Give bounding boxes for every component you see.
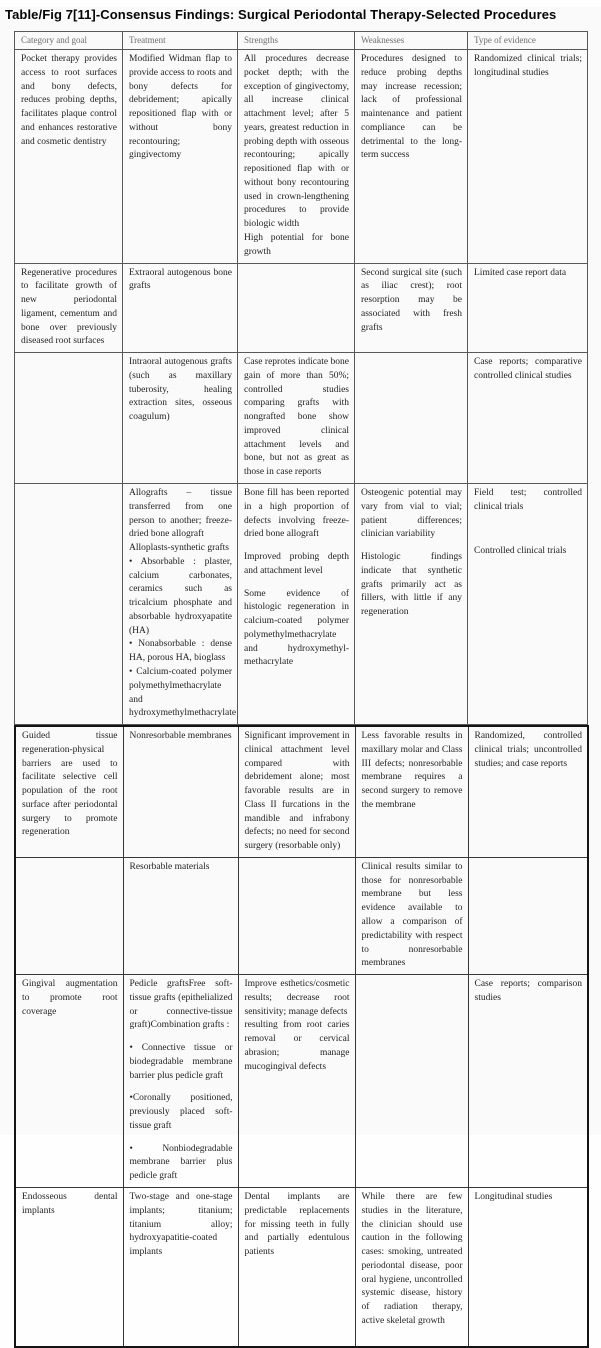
cell-paragraph: • Nonabsorbable : dense HA, porous HA, bioglass (129, 639, 232, 664)
cell-evidence (468, 50, 588, 263)
cell-category (15, 50, 123, 263)
cell-category (15, 726, 123, 857)
cell-evidence (468, 1188, 588, 1348)
cell-paragraph: Limited case report data (474, 267, 567, 278)
cell-paragraph: Modified Widman flap to provide access to roots and bony defects for debridement; apically repositioned flap with or without bony recontouring; gingivectomy (129, 54, 232, 161)
cell-evidence (468, 726, 588, 857)
table-row (15, 857, 588, 974)
cell-paragraph: Some evidence of histologic regeneration in calcium-coated polymer polymethylmethacrylate and hydroxymethyl-methacrylate (244, 588, 349, 668)
cell-paragraph: Allografts – tissue transferred from one person to another; freeze-dried bone allograft (129, 488, 232, 540)
table-row (15, 50, 588, 263)
cell-paragraph: Longitudinal studies (474, 1192, 553, 1202)
cell-treatment (123, 353, 238, 484)
cell-category (15, 857, 123, 974)
cell-category (15, 353, 123, 484)
cell-paragraph: • Connective tissue or biodegradable membrane barrier plus pedicle graft (129, 1043, 233, 1081)
cell-treatment (123, 50, 238, 263)
cell-category (15, 484, 123, 725)
cell-strengths (238, 353, 355, 484)
cell-weaknesses (355, 975, 468, 1188)
cell-paragraph: Case reprotes indicate bone gain of more than 50%; controlled studies comparing grafts with nongrafted bone show improved clinical attachment levels and bone, but not as great as those in case reports (244, 357, 349, 478)
header-cell-weaknesses: Weaknesses (355, 32, 468, 50)
cell-paragraph: High potential for bone growth (244, 233, 349, 257)
cell-treatment (123, 263, 238, 353)
cell-evidence (468, 857, 588, 974)
cell-paragraph: Endosseous dental implants (22, 1192, 118, 1216)
cell-paragraph: Resorbable materials (129, 861, 210, 872)
cell-weaknesses (355, 50, 468, 263)
table-row (15, 1188, 588, 1348)
cell-weaknesses (355, 353, 468, 484)
document-page (0, 7, 601, 1326)
cell-paragraph: Less favorable results in maxillary molar and Class III defects; nonresorbable membrane requires a second surgery to remove the membrane (361, 731, 463, 810)
table-row (15, 975, 588, 1188)
cell-strengths (238, 263, 355, 353)
cell-treatment (123, 1188, 238, 1348)
cell-strengths (238, 726, 355, 857)
header-cell-category: Category and goal (15, 32, 123, 50)
findings-table-lower (14, 725, 589, 1348)
cell-strengths (238, 50, 355, 263)
cell-evidence (468, 975, 588, 1188)
header-cell-treatment: Treatment (123, 32, 238, 50)
cell-paragraph: Intraoral autogenous grafts (such as maxillary tuberosity, healing extraction sites, osseous coagulum) (129, 357, 232, 423)
cell-paragraph: Second surgical site (such as iliac crest); root resorption may be associated with fresh grafts (361, 267, 462, 333)
cell-paragraph: Clinical results similar to those for nonresorbable membrane but less evidence available to allow a comparison of predictability with respect to nonresorbable membranes (361, 861, 463, 969)
cell-strengths (238, 975, 355, 1188)
cell-strengths (238, 484, 355, 725)
cell-paragraph: Dental implants are predictable replacements for missing teeth in fully and partially edentulous patients (244, 1192, 350, 1258)
cell-paragraph: resulting from root caries removal or cervical abrasion; manage mucogingival defects (244, 1020, 350, 1072)
cell-paragraph: Case reports; comparison studies (474, 979, 582, 1003)
cell-paragraph: •Coronally positioned, previously placed soft-tissue graft (129, 1093, 233, 1131)
cell-paragraph: Field test; controlled clinical trials (474, 488, 582, 512)
cell-evidence (468, 263, 588, 353)
header-cell-evidence: Type of evidence (468, 32, 588, 50)
cell-weaknesses (355, 1188, 468, 1348)
cell-paragraph: Bone fill has been reported in a high proportion of defects involving freeze-dried bone allograft (244, 488, 349, 540)
cell-weaknesses (355, 857, 468, 974)
table-row (15, 353, 588, 484)
cell-evidence (468, 484, 588, 725)
cell-paragraph: Randomized clinical trials; longitudinal studies (474, 54, 582, 78)
header-cell-strengths: Strengths (238, 32, 355, 50)
cell-paragraph: Controlled clinical trials (474, 545, 567, 556)
cell-weaknesses (355, 726, 468, 857)
cell-paragraph: Gingival augmentation to promote root coverage (22, 979, 118, 1017)
cell-paragraph: Pocket therapy provides access to root surfaces and bony defects, reduces probing depths, facilitates plaque control and enhances restorative and cosmetic dentistry (21, 54, 117, 147)
table-row (15, 263, 588, 353)
cell-strengths (238, 1188, 355, 1348)
cell-paragraph: Randomized, controlled clinical trials; uncontrolled studies; and case reports (474, 731, 582, 769)
cell-weaknesses (355, 263, 468, 353)
cell-paragraph: Improved probing depth and attachment level (244, 552, 349, 576)
cell-paragraph: • Calcium-coated polymer polymethylmethacrylate and hydroxymethylmethacrylate (129, 666, 237, 719)
table-row (15, 484, 588, 725)
cell-paragraph: While there are few studies in the literature, the clinician should use caution in the following cases: smoking, untreated periodontal disease, poor oral hygiene, uncontrolled systemic disease, history of radiation therapy, active skeletal growth (361, 1192, 463, 1326)
cell-paragraph: Histologic findings indicate that synthetic grafts primarily act as fillers, with little if any regeneration (361, 552, 462, 618)
cell-category (15, 975, 123, 1188)
cell-paragraph: Regenerative procedures to facilitate growth of new periodontal ligament, cementum and bone over previously diseased root surfaces (21, 267, 117, 347)
table-row (15, 726, 588, 857)
page-title: Table/Fig 7[11]-Consensus Findings: Surgical Periodontal Therapy-Selected Procedures (5, 7, 557, 22)
cell-paragraph: Case reports; comparative controlled clinical studies (474, 357, 582, 381)
cell-category (15, 263, 123, 353)
cell-paragraph: Guided tissue regeneration-physical barriers are used to facilitate selective cell population of the root surface after periodontal surgery to promote regeneration (22, 731, 118, 838)
cell-category (15, 1188, 123, 1348)
cell-paragraph: • Absorbable : plaster, calcium carbonates, ceramics such as tricalcium phosphate and absorbable hydroxyapatite (HA) (129, 556, 232, 636)
cell-paragraph: Nonresorbable membranes (129, 731, 232, 742)
cell-paragraph: Pedicle graftsFree soft-tissue grafts (epithelialized or connective-tissue graft)Combination grafts : (129, 979, 233, 1031)
cell-treatment (123, 857, 238, 974)
header-row (15, 32, 588, 50)
cell-treatment (123, 726, 238, 857)
cell-paragraph: Significant improvement in clinical attachment level compared with debridement alone; most favorable results are in Class II furcations in the mandible and infrabony defects; no need for second surgery (resorbable only) (244, 731, 350, 852)
cell-paragraph: Two-stage and one-stage implants; titanium; titanium alloy; hydroxyapatitie-coated implants (129, 1192, 233, 1258)
cell-paragraph: Osteogenic potential may vary from vial to vial; patient differences; clinician variability (361, 488, 462, 540)
cell-strengths (238, 857, 355, 974)
cell-paragraph: Alloplasts-synthetic grafts (129, 543, 229, 554)
cell-paragraph: Improve esthetics/cosmetic results; decrease root sensitivity; manage defects (244, 979, 350, 1017)
cell-evidence (468, 353, 588, 484)
cell-paragraph: Extraoral autogenous bone grafts (129, 267, 232, 292)
cell-treatment (123, 975, 238, 1188)
cell-treatment (123, 484, 238, 725)
findings-table-upper (14, 31, 588, 725)
cell-paragraph: • Nonbiodegradable membrane barrier plus pedicle graft (129, 1143, 233, 1182)
cell-weaknesses (355, 484, 468, 725)
cell-paragraph: All procedures decrease pocket depth; with the exception of gingivectomy, all increase clinical attachment level; after 5 years, greatest reduction in probing depth with osseous recontouring; apically repositioned flap with or without bony recontouring used in crown-lengthening procedures to provide biologic width (244, 54, 349, 230)
cell-paragraph: Procedures designed to reduce probing depths may increase recession; lack of professional maintenance and patient compliance can be detrimental to the long-term success (361, 54, 462, 161)
